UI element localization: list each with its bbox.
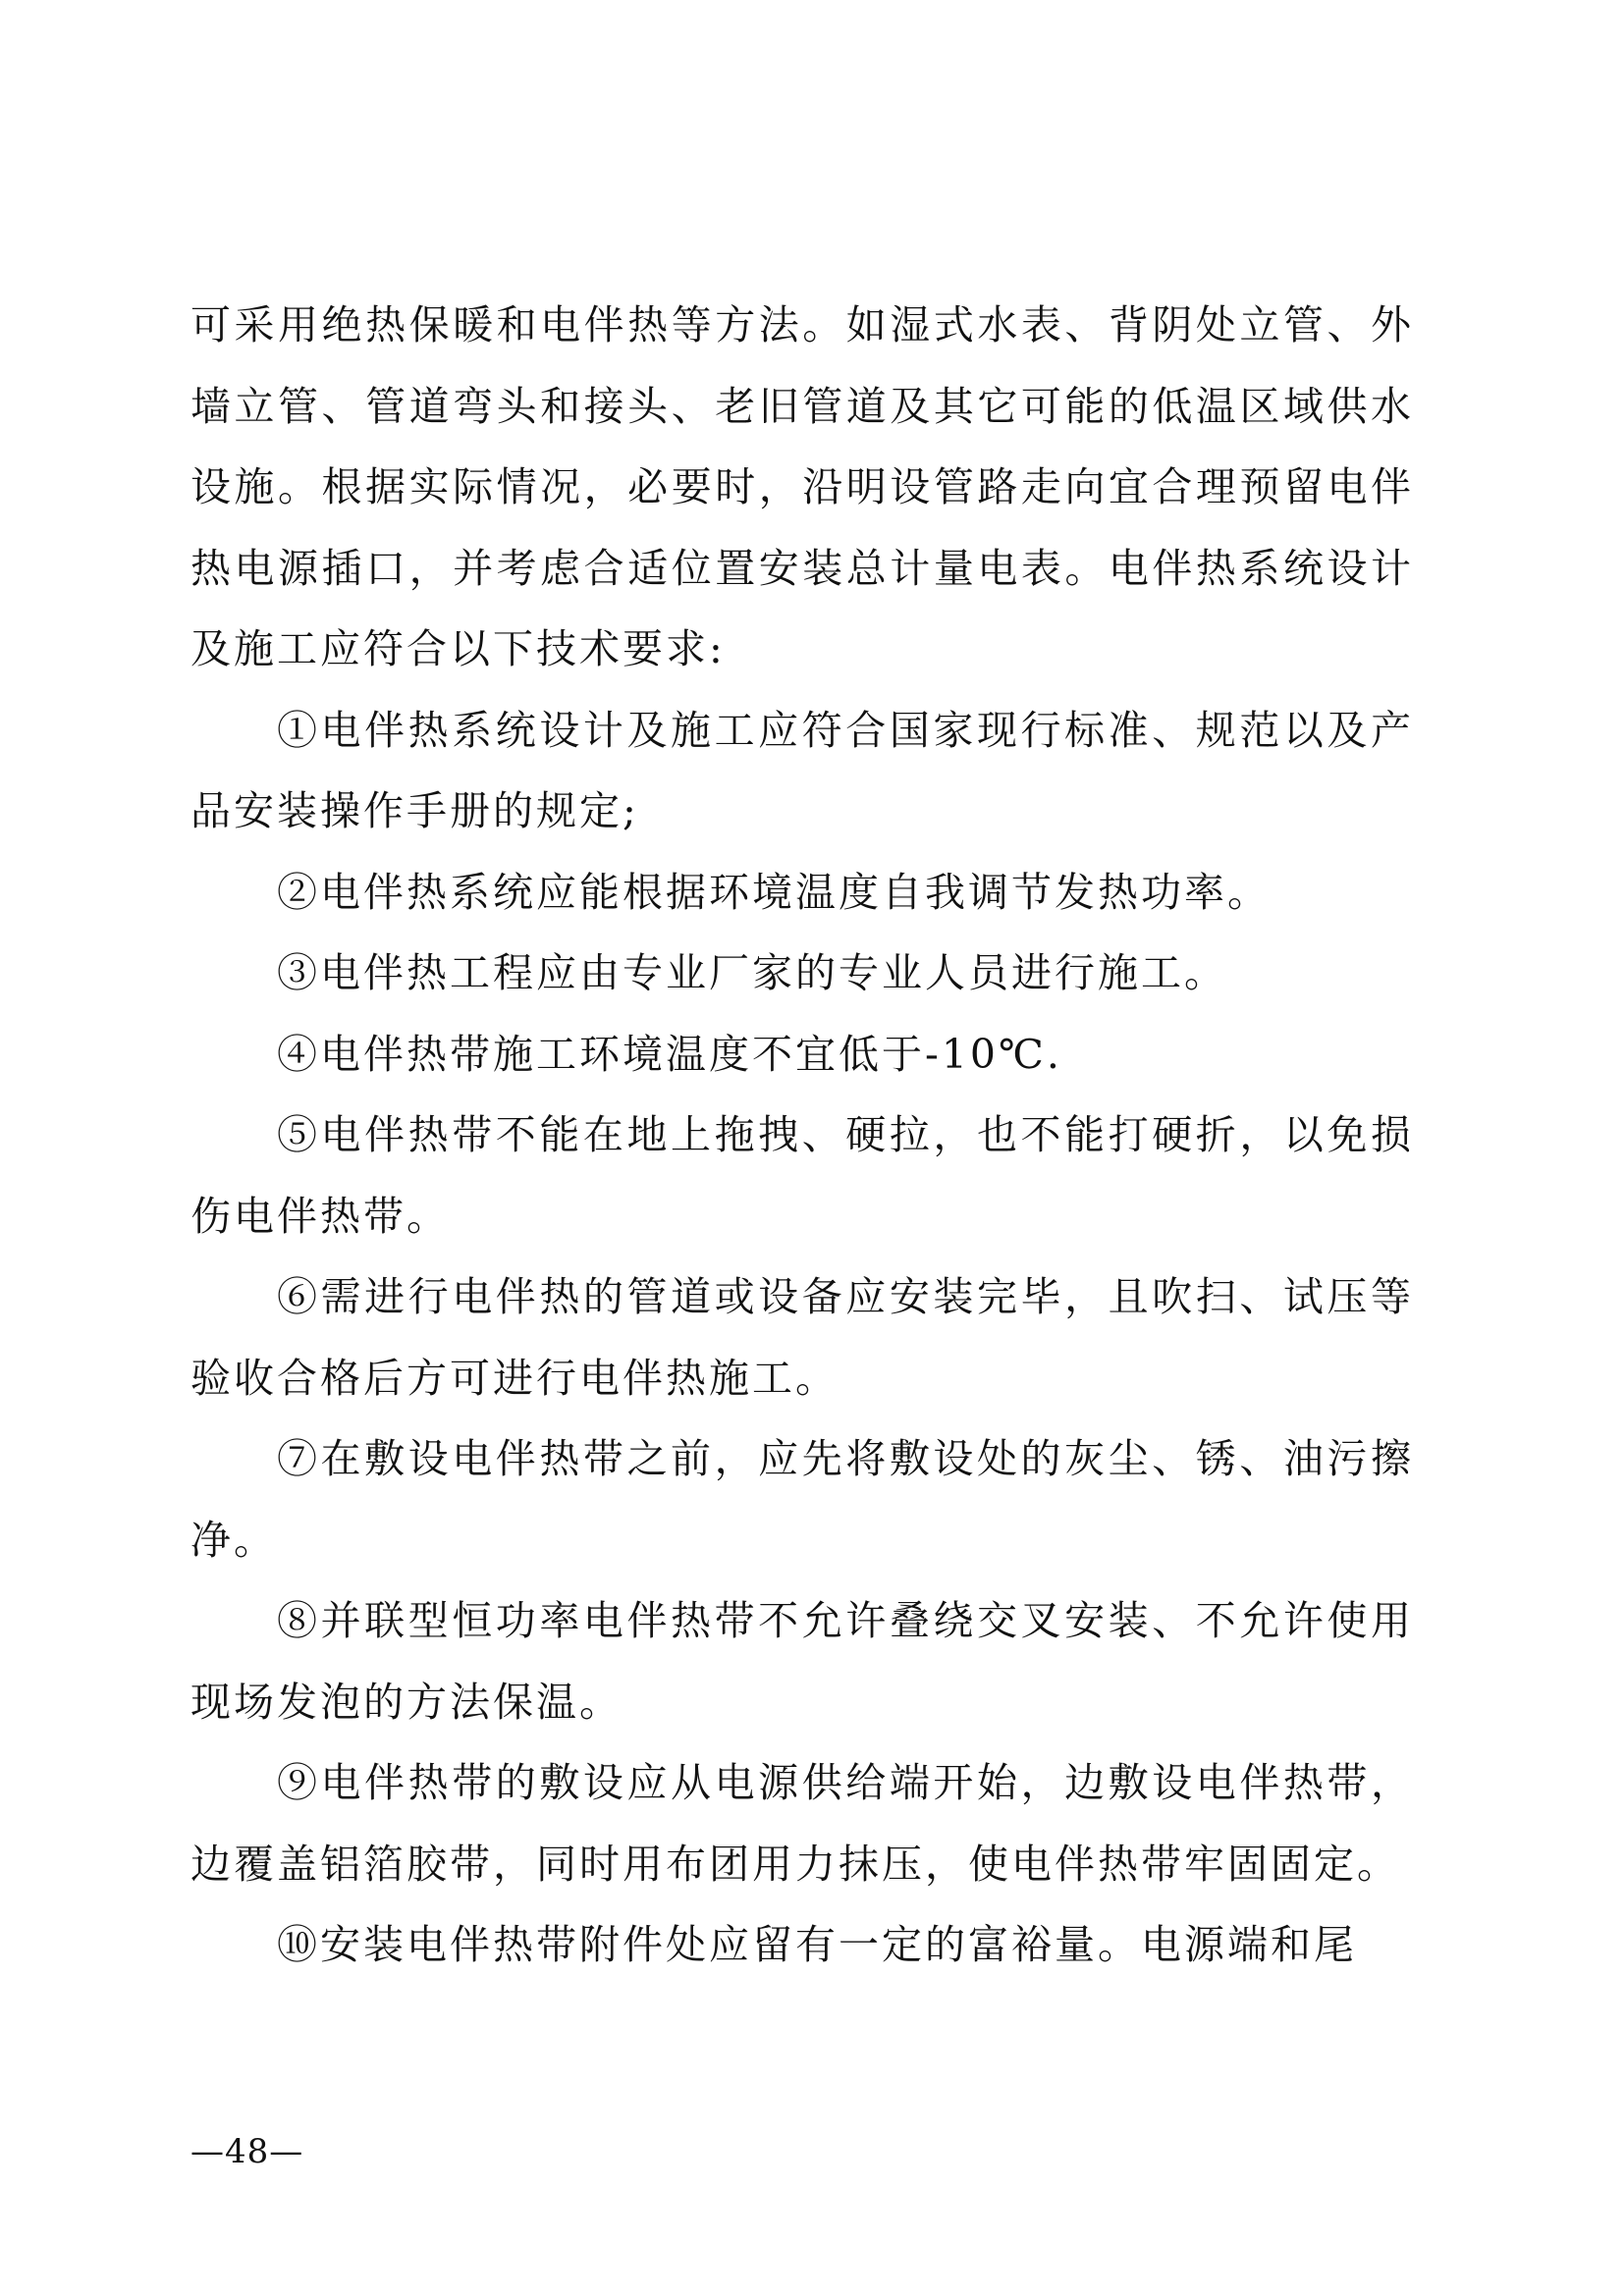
paragraph-item-9: ⑨电伴热带的敷设应从电源供给端开始，边敷设电伴热带，边覆盖铝箔胶带，同时用布团用力抹压，使电伴热带牢固固定。 xyxy=(190,1759,1414,1888)
paragraph-item-1: ①电伴热系统设计及施工应符合国家现行标准、规范以及产品安装操作手册的规定; xyxy=(190,706,1414,834)
paragraph-intro: 可采用绝热保暖和电伴热等方法。如湿式水表、背阴处立管、外墙立管、管道弯头和接头、老旧管道及其它可能的低温区域供水设施。根据实际情况，必要时，沿明设管路走向宜合理预留电伴热电源插口，并考虑合适位置安装总计量电表。电伴热系统设计及施工应符合以下技术要求: xyxy=(190,301,1414,672)
paragraph-item-2: ②电伴热系统应能根据环境温度自我调节发热功率。 xyxy=(277,868,1271,916)
document-body xyxy=(190,285,1414,1986)
paragraph-item-5: ⑤电伴热带不能在地上拖拽、硬拉，也不能打硬折，以免损伤电伴热带。 xyxy=(190,1111,1414,1240)
paragraph-item-7: ⑦在敷设电伴热带之前，应先将敷设处的灰尘、锈、油污擦净。 xyxy=(190,1435,1414,1564)
page-number: —48— xyxy=(190,2132,304,2171)
paragraph-item-4: ④电伴热带施工环境温度不宜低于-10℃. xyxy=(277,1030,1062,1078)
paragraph-item-3: ③电伴热工程应由专业厂家的专业人员进行施工。 xyxy=(277,949,1227,996)
paragraph-item-6: ⑥需进行电伴热的管道或设备应安装完毕，且吹扫、试压等验收合格后方可进行电伴热施工。 xyxy=(190,1273,1414,1402)
paragraph-item-8: ⑧并联型恒功率电伴热带不允许叠绕交叉安装、不允许使用现场发泡的方法保温。 xyxy=(190,1597,1414,1726)
paragraph-item-10: ⑩安装电伴热带附件处应留有一定的富裕量。电源端和尾 xyxy=(277,1921,1357,1968)
